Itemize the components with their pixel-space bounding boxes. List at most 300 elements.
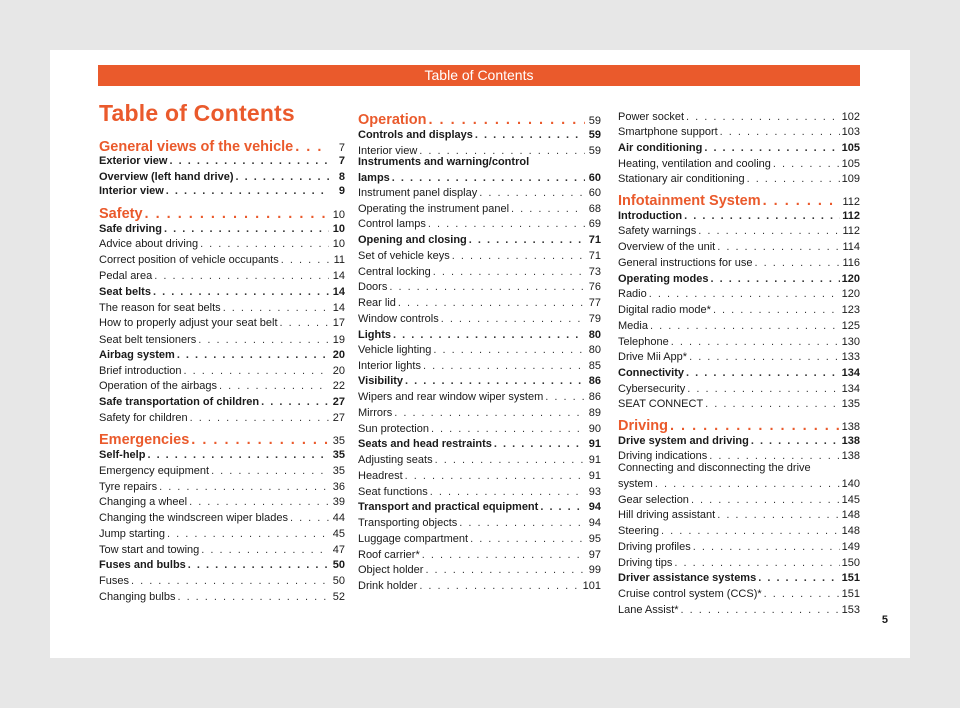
toc-entry[interactable] xyxy=(99,495,345,510)
toc-entry[interactable] xyxy=(99,348,345,363)
toc-entry[interactable] xyxy=(99,411,345,426)
toc-entry-title: Safety xyxy=(99,206,143,222)
toc-entry[interactable] xyxy=(618,240,860,255)
toc-entry[interactable] xyxy=(358,563,601,578)
toc-page-number: 7 xyxy=(338,142,345,154)
dot-leader xyxy=(689,350,840,365)
toc-entry-title: Power socket xyxy=(618,111,685,123)
toc-entry-title: Safety warnings xyxy=(618,225,697,237)
toc-entry[interactable] xyxy=(618,287,860,302)
toc-page-number: 102 xyxy=(841,111,860,123)
toc-entry-title: Visibility xyxy=(358,375,404,387)
dot-leader xyxy=(154,269,329,284)
toc-page-number: 7 xyxy=(338,155,345,167)
toc-entry[interactable] xyxy=(618,366,860,381)
dot-leader xyxy=(177,348,329,363)
toc-entry-title: Opening and closing xyxy=(358,234,467,246)
toc-entry-title: Media xyxy=(618,320,648,332)
toc-entry[interactable] xyxy=(618,524,860,539)
toc-page-number: 140 xyxy=(841,478,860,490)
toc-entry-title: Safety for children xyxy=(99,412,188,424)
toc-page-number: 153 xyxy=(841,604,860,616)
toc-entry[interactable] xyxy=(618,571,860,586)
dot-leader xyxy=(167,527,329,542)
toc-entry[interactable] xyxy=(358,265,601,280)
toc-entry-title: lamps xyxy=(358,172,390,184)
dot-leader xyxy=(419,579,580,594)
toc-entry-title: Airbag system xyxy=(99,349,175,361)
dot-leader xyxy=(422,548,585,563)
toc-page-number: 76 xyxy=(588,281,601,293)
toc-entry-title: Seats and head restraints xyxy=(358,438,492,450)
toc-page-number: 86 xyxy=(588,375,601,387)
toc-entry[interactable] xyxy=(99,543,345,558)
toc-entry[interactable] xyxy=(358,579,601,594)
toc-entry-title: Exterior view xyxy=(99,155,168,167)
toc-entry-title: Cybersecurity xyxy=(618,383,686,395)
toc-entry[interactable] xyxy=(618,397,860,412)
toc-entry[interactable] xyxy=(358,469,601,484)
toc-entry[interactable] xyxy=(99,480,345,495)
toc-entry[interactable] xyxy=(618,587,860,602)
dot-leader xyxy=(686,366,840,381)
toc-entry-title: Safe transportation of children xyxy=(99,396,260,408)
toc-entry[interactable] xyxy=(358,202,601,217)
dot-leader xyxy=(681,603,840,618)
toc-entry[interactable] xyxy=(358,390,601,405)
toc-page-number: 10 xyxy=(332,238,345,250)
toc-entry[interactable] xyxy=(99,253,345,268)
toc-entry[interactable] xyxy=(99,333,345,348)
toc-page-number: 148 xyxy=(841,525,860,537)
dot-leader xyxy=(184,364,329,379)
toc-entry-title: Introduction xyxy=(618,210,683,222)
toc-entry[interactable] xyxy=(99,154,345,169)
dot-leader xyxy=(405,469,585,484)
dot-leader xyxy=(191,431,329,449)
dot-leader xyxy=(755,256,841,271)
toc-entry[interactable] xyxy=(99,511,345,526)
dot-leader xyxy=(393,328,585,343)
toc-entry-title: Object holder xyxy=(358,564,424,576)
dot-leader xyxy=(211,464,329,479)
toc-entry-title: Seat belts xyxy=(99,286,151,298)
dot-leader xyxy=(433,265,585,280)
toc-entry-title: Steering xyxy=(618,525,659,537)
toc-page-number: 134 xyxy=(841,367,860,379)
toc-entry[interactable] xyxy=(358,532,601,547)
toc-page-number: 138 xyxy=(841,450,860,462)
toc-entry-title: Vehicle lighting xyxy=(358,344,432,356)
toc-entry-title: Driving tips xyxy=(618,557,673,569)
toc-page-number: 50 xyxy=(332,575,345,587)
dot-leader xyxy=(747,172,840,187)
toc-entry[interactable] xyxy=(358,171,601,186)
dot-leader xyxy=(686,110,840,125)
toc-entry[interactable] xyxy=(99,364,345,379)
toc-entry-title: SEAT CONNECT xyxy=(618,398,704,410)
dot-leader xyxy=(713,303,840,318)
dot-leader xyxy=(671,335,840,350)
toc-entry[interactable] xyxy=(99,590,345,605)
dot-leader xyxy=(720,125,840,140)
toc-entry-title: Self-help xyxy=(99,449,146,461)
toc-entry[interactable] xyxy=(358,280,601,295)
toc-page-number: 27 xyxy=(332,396,345,408)
toc-entry-title: Wipers and rear window wiper system xyxy=(358,391,544,403)
dot-leader xyxy=(200,237,329,252)
dot-leader xyxy=(470,532,585,547)
toc-page-number: 59 xyxy=(588,145,601,157)
toc-page-number: 86 xyxy=(588,391,601,403)
toc-entry-title: Infotainment System xyxy=(618,193,761,209)
toc-entry[interactable] xyxy=(99,237,345,252)
dot-leader xyxy=(693,540,840,555)
dot-leader xyxy=(389,280,585,295)
toc-page-number: 14 xyxy=(332,270,345,282)
toc-page-number: 39 xyxy=(332,496,345,508)
toc-entry[interactable] xyxy=(358,453,601,468)
toc-entry-title: Cruise control system (CCS)* xyxy=(618,588,762,600)
toc-entry-title: Changing bulbs xyxy=(99,591,176,603)
toc-entry-title: Operating the instrument panel xyxy=(358,203,510,215)
toc-page-number: 109 xyxy=(841,173,860,185)
dot-leader xyxy=(655,477,840,492)
toc-entry-title: Safe driving xyxy=(99,223,162,235)
toc-entry[interactable] xyxy=(618,540,860,555)
toc-entry-title: Controls and displays xyxy=(358,129,473,141)
dot-leader xyxy=(153,285,329,300)
toc-entry[interactable] xyxy=(99,184,345,199)
toc-entry-title: Gear selection xyxy=(618,494,689,506)
toc-page-number: 120 xyxy=(841,273,860,285)
toc-entry[interactable] xyxy=(618,434,860,449)
toc-entry-title: General instructions for use xyxy=(618,257,753,269)
toc-entry[interactable] xyxy=(618,335,860,350)
toc-page-number: 73 xyxy=(588,266,601,278)
dot-leader xyxy=(131,574,329,589)
toc-entry[interactable] xyxy=(618,141,860,156)
toc-page-number: 151 xyxy=(841,588,860,600)
toc-page-number: 35 xyxy=(332,465,345,477)
dot-leader xyxy=(717,240,840,255)
toc-page-number: 10 xyxy=(332,209,345,221)
toc-entry-title: Window controls xyxy=(358,313,439,325)
dot-leader xyxy=(190,411,329,426)
toc-entry-title: Control lamps xyxy=(358,218,426,230)
dot-leader xyxy=(177,590,329,605)
dot-leader xyxy=(704,141,839,156)
toc-entry[interactable] xyxy=(358,548,601,563)
dot-leader xyxy=(261,395,329,410)
toc-entry-title: Roof carrier* xyxy=(358,549,420,561)
toc-entry[interactable] xyxy=(618,125,860,140)
dot-leader xyxy=(758,571,839,586)
toc-page-number: 91 xyxy=(588,438,601,450)
dot-leader xyxy=(281,253,329,268)
toc-page-number: 79 xyxy=(588,313,601,325)
toc-entry-title: Seat functions xyxy=(358,486,428,498)
dot-leader xyxy=(494,437,585,452)
dot-leader xyxy=(189,495,329,510)
toc-page-number: 148 xyxy=(841,509,860,521)
toc-page-number: 14 xyxy=(332,286,345,298)
dot-leader xyxy=(698,224,840,239)
dot-leader xyxy=(405,374,585,389)
dot-leader xyxy=(773,157,840,172)
toc-entry[interactable] xyxy=(618,556,860,571)
toc-page-number: 94 xyxy=(588,501,601,513)
dot-leader xyxy=(428,217,585,232)
toc-entry[interactable] xyxy=(618,157,860,172)
toc-page-number: 10 xyxy=(332,223,345,235)
page-number: 5 xyxy=(881,614,888,626)
toc-entry[interactable] xyxy=(358,186,601,201)
toc-entry-title: Driver assistance systems xyxy=(618,572,757,584)
toc-entry[interactable] xyxy=(618,382,860,397)
toc-entry[interactable] xyxy=(618,493,860,508)
toc-entry[interactable] xyxy=(618,303,860,318)
dot-leader xyxy=(475,128,585,143)
toc-entry-title: Tyre repairs xyxy=(99,481,158,493)
dot-leader xyxy=(441,312,585,327)
toc-entry[interactable] xyxy=(99,527,345,542)
dot-leader xyxy=(188,558,329,573)
toc-entry[interactable] xyxy=(99,301,345,316)
toc-entry[interactable] xyxy=(99,395,345,410)
toc-page-number: 27 xyxy=(332,412,345,424)
toc-entry[interactable] xyxy=(99,379,345,394)
dot-leader xyxy=(687,382,839,397)
toc-entry-title: Rear lid xyxy=(358,297,396,309)
toc-entry[interactable] xyxy=(358,128,601,143)
toc-page-number: 47 xyxy=(332,544,345,556)
toc-page-number: 60 xyxy=(588,172,601,184)
toc-entry[interactable] xyxy=(358,485,601,500)
toc-page-number: 80 xyxy=(588,329,601,341)
document-page xyxy=(50,50,910,658)
toc-entry[interactable] xyxy=(358,500,601,515)
toc-entry-title: system xyxy=(618,478,653,490)
toc-entry[interactable] xyxy=(358,343,601,358)
toc-entry[interactable] xyxy=(358,437,601,452)
toc-page-number: 20 xyxy=(332,349,345,361)
toc-entry[interactable] xyxy=(99,222,345,237)
toc-page-number: 80 xyxy=(588,344,601,356)
toc-entry[interactable] xyxy=(618,350,860,365)
toc-page-number: 103 xyxy=(841,126,860,138)
dot-leader xyxy=(145,205,329,223)
toc-entry-title: Driving xyxy=(618,418,668,434)
toc-page-number: 112 xyxy=(842,196,860,208)
toc-entry-label: Connecting and disconnecting the drive xyxy=(618,462,811,474)
dot-leader xyxy=(479,186,585,201)
toc-page-number: 90 xyxy=(588,423,601,435)
toc-page-number: 14 xyxy=(332,302,345,314)
toc-page-number: 123 xyxy=(841,304,860,316)
toc-page-number: 112 xyxy=(842,210,860,222)
toc-entry[interactable] xyxy=(618,319,860,334)
toc-entry-title: Hill driving assistant xyxy=(618,509,716,521)
toc-page-number: 71 xyxy=(588,250,601,262)
dot-leader xyxy=(398,296,585,311)
toc-entry-title: Transporting objects xyxy=(358,517,458,529)
dot-leader xyxy=(433,343,585,358)
toc-entry[interactable] xyxy=(618,256,860,271)
toc-page-number: 149 xyxy=(841,541,860,553)
toc-entry-title: Emergencies xyxy=(99,432,190,448)
toc-entry-title: Headrest xyxy=(358,470,403,482)
dot-leader xyxy=(469,233,585,248)
toc-entry-title: Driving indications xyxy=(618,450,708,462)
dot-leader xyxy=(650,319,840,334)
dot-leader xyxy=(540,500,585,515)
toc-entry[interactable] xyxy=(358,217,601,232)
toc-entry-title: Drive system and driving xyxy=(618,435,749,447)
toc-entry-title: Heating, ventilation and cooling xyxy=(618,158,771,170)
toc-entry-title: Sun protection xyxy=(358,423,429,435)
toc-entry-title: Emergency equipment xyxy=(99,465,210,477)
toc-entry-title: Drive Mii App* xyxy=(618,351,688,363)
toc-page-number: 150 xyxy=(841,557,860,569)
toc-page-number: 36 xyxy=(332,481,345,493)
toc-entry[interactable] xyxy=(618,209,860,224)
toc-entry[interactable] xyxy=(358,312,601,327)
toc-entry-title: Drink holder xyxy=(358,580,418,592)
dot-leader xyxy=(459,516,585,531)
toc-entry-title: Brief introduction xyxy=(99,365,182,377)
toc-page-number: 116 xyxy=(842,257,860,269)
toc-page-number: 95 xyxy=(588,533,601,545)
dot-leader xyxy=(290,511,329,526)
toc-entry[interactable] xyxy=(618,477,860,492)
toc-entry-title: Smartphone support xyxy=(618,126,718,138)
toc-entry-title: Pedal area xyxy=(99,270,153,282)
toc-entry-title: Operation of the airbags xyxy=(99,380,218,392)
dot-leader xyxy=(235,170,329,185)
toc-page-number: 59 xyxy=(588,129,601,141)
toc-entry-title: Fuses xyxy=(99,575,129,587)
dot-leader xyxy=(166,184,329,199)
dot-leader xyxy=(159,480,329,495)
toc-entry-title: Interior view xyxy=(99,185,164,197)
toc-entry[interactable] xyxy=(618,224,860,239)
dot-leader xyxy=(198,333,329,348)
dot-leader xyxy=(661,524,840,539)
toc-entry[interactable] xyxy=(618,272,860,287)
toc-entry[interactable] xyxy=(618,508,860,523)
toc-page-number: 89 xyxy=(588,407,601,419)
toc-page-number: 105 xyxy=(841,158,860,170)
toc-page-number: 151 xyxy=(841,572,860,584)
toc-page-number: 11 xyxy=(333,254,345,266)
toc-page-number: 99 xyxy=(588,564,601,576)
toc-entry-title: Instrument panel display xyxy=(358,187,478,199)
toc-page-number: 8 xyxy=(338,171,345,183)
toc-entry-title: General views of the vehicle xyxy=(99,139,294,155)
toc-page-number: 112 xyxy=(842,225,860,237)
toc-page-number: 135 xyxy=(841,398,860,410)
toc-entry[interactable] xyxy=(99,574,345,589)
toc-page-number: 97 xyxy=(588,549,601,561)
toc-entry[interactable] xyxy=(99,285,345,300)
toc-entry[interactable] xyxy=(358,374,601,389)
toc-entry[interactable] xyxy=(618,110,860,125)
dot-leader xyxy=(219,379,329,394)
toc-page-number: 134 xyxy=(841,383,860,395)
toc-entry[interactable] xyxy=(358,359,601,374)
toc-entry[interactable] xyxy=(358,422,601,437)
dot-leader xyxy=(511,202,585,217)
toc-page-number: 101 xyxy=(582,580,601,592)
toc-page-number: 133 xyxy=(841,351,860,363)
toc-entry[interactable] xyxy=(358,406,601,421)
toc-entry-label: Instruments and warning/control xyxy=(358,156,530,168)
toc-entry-title: Tow start and towing xyxy=(99,544,200,556)
toc-entry-title: Overview of the unit xyxy=(618,241,716,253)
toc-page-number: 138 xyxy=(841,421,860,433)
dot-leader xyxy=(717,508,839,523)
dot-leader xyxy=(649,287,840,302)
toc-entry[interactable] xyxy=(99,269,345,284)
dot-leader xyxy=(164,222,329,237)
dot-leader xyxy=(428,111,585,129)
toc-entry-title: Operation xyxy=(358,112,427,128)
toc-page-number: 9 xyxy=(338,185,345,197)
dot-leader xyxy=(431,422,585,437)
toc-page-number: 91 xyxy=(588,454,601,466)
toc-entry[interactable] xyxy=(618,603,860,618)
toc-page-number: 59 xyxy=(588,115,601,127)
dot-leader xyxy=(435,453,585,468)
toc-page-number: 91 xyxy=(588,470,601,482)
toc-entry-title: Doors xyxy=(358,281,388,293)
dot-leader xyxy=(452,249,585,264)
toc-entry-title: Correct position of vehicle occupants xyxy=(99,254,279,266)
page-title: Table of Contents xyxy=(99,100,295,126)
toc-entry[interactable] xyxy=(99,448,345,463)
toc-page-number: 125 xyxy=(841,320,860,332)
dot-leader xyxy=(764,587,840,602)
toc-entry[interactable] xyxy=(358,233,601,248)
dot-leader xyxy=(147,448,329,463)
toc-entry[interactable] xyxy=(358,328,601,343)
toc-entry-title: Interior lights xyxy=(358,360,421,372)
toc-page-number: 60 xyxy=(588,187,601,199)
toc-page-number: 138 xyxy=(841,435,860,447)
toc-page-number: 52 xyxy=(332,591,345,603)
dot-leader xyxy=(201,543,329,558)
toc-entry[interactable] xyxy=(358,296,601,311)
toc-entry[interactable] xyxy=(99,464,345,479)
toc-entry[interactable] xyxy=(99,170,345,185)
toc-entry-title: Radio xyxy=(618,288,647,300)
toc-entry[interactable] xyxy=(618,172,860,187)
toc-entry[interactable] xyxy=(99,558,345,573)
toc-entry-title: Changing a wheel xyxy=(99,496,188,508)
toc-page-number: 130 xyxy=(841,336,860,348)
toc-entry-title: Stationary air conditioning xyxy=(618,173,745,185)
toc-entry-title: Central locking xyxy=(358,266,431,278)
toc-page-number: 35 xyxy=(332,435,345,447)
toc-entry[interactable] xyxy=(99,316,345,331)
toc-entry-title: Jump starting xyxy=(99,528,166,540)
dot-leader xyxy=(392,171,585,186)
toc-entry-title: Changing the windscreen wiper blades xyxy=(99,512,288,524)
toc-entry[interactable] xyxy=(358,516,601,531)
toc-entry[interactable] xyxy=(358,249,601,264)
toc-entry-title: Mirrors xyxy=(358,407,393,419)
